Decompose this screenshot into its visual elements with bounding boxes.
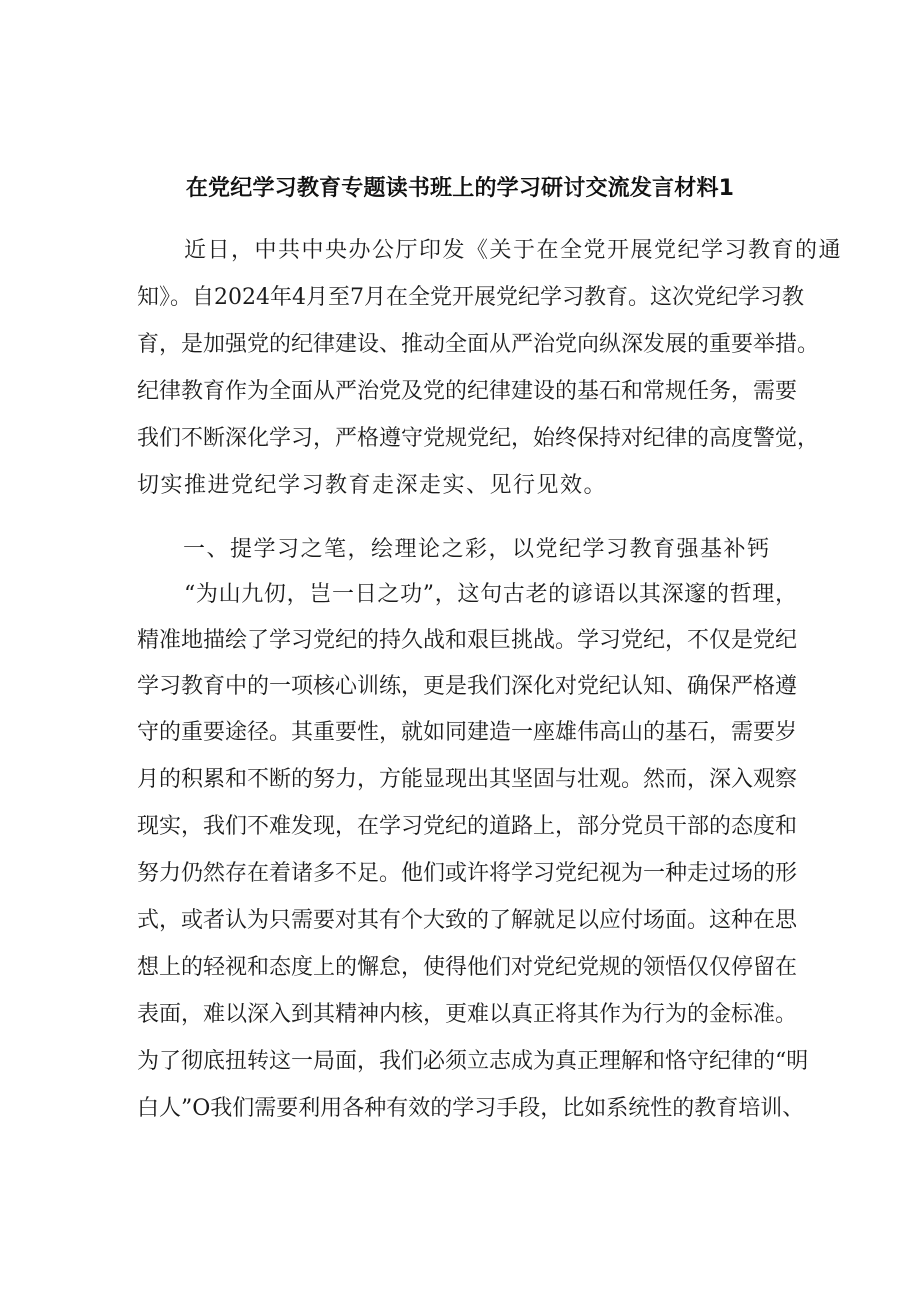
document-title: 在党纪学习教育专题读书班上的学习研讨交流发言材料1: [185, 176, 735, 201]
paragraph-line: 努力仍然存在着诸多不足。他们或许将学习党纪视为一种走过场的形: [137, 861, 798, 886]
paragraph-line: 守的重要途径。其重要性，就如同建造一座雄伟高山的基石，需要岁: [137, 720, 798, 745]
paragraph-line: 白人”O我们需要利用各种有效的学习手段，比如系统性的教育培训、: [137, 1096, 805, 1121]
paragraph-line: 现实，我们不难发现，在学习党纪的道路上，部分党员干部的态度和: [137, 814, 798, 839]
paragraph-line: “为山九仞，岂一日之功”，这句古老的谚语以其深邃的哲理，: [184, 582, 797, 607]
paragraph-line: 精准地描绘了学习党纪的持久战和艰巨挑战。学习党纪，不仅是党纪: [137, 628, 798, 653]
paragraph-line: 想上的轻视和态度上的懈怠，使得他们对党纪党规的领悟仅仅停留在: [137, 955, 798, 980]
paragraph-line: 知》。自2024年4月至7月在全党开展党纪学习教育。这次党纪学习教: [137, 285, 804, 310]
paragraph-line: 育，是加强党的纪律建设、推动全面从严治党向纵深发展的重要举措。: [137, 332, 820, 357]
paragraph-line: 为了彻底扭转这一局面，我们必须立志成为真正理解和恪守纪律的“明: [137, 1049, 809, 1074]
paragraph-line: 我们不断深化学习，严格遵守党规党纪，始终保持对纪律的高度警觉，: [137, 426, 820, 451]
paragraph-line: 月的积累和不断的努力，方能显现出其坚固与壮观。然而，深入观察: [137, 767, 798, 792]
paragraph-line: 表面，难以深入到其精神内核，更难以真正将其作为行为的金标准。: [137, 1002, 798, 1027]
paragraph-line: 式，或者认为只需要对其有个大致的了解就足以应付场面。这种在思: [137, 908, 798, 933]
paragraph-line: 纪律教育作为全面从严治党及党的纪律建设的基石和常规任务，需要: [137, 379, 798, 404]
paragraph-line: 学习教育中的一项核心训练，更是我们深化对党纪认知、确保严格遵: [137, 674, 798, 699]
paragraph-line: 切实推进党纪学习教育走深走实、见行见效。: [137, 473, 608, 498]
section-heading: 一、提学习之笔，绘理论之彩，以党纪学习教育强基补钙: [183, 537, 771, 562]
paragraph-line: 近日，中共中央办公厅印发《关于在全党开展党纪学习教育的通: [184, 238, 843, 263]
